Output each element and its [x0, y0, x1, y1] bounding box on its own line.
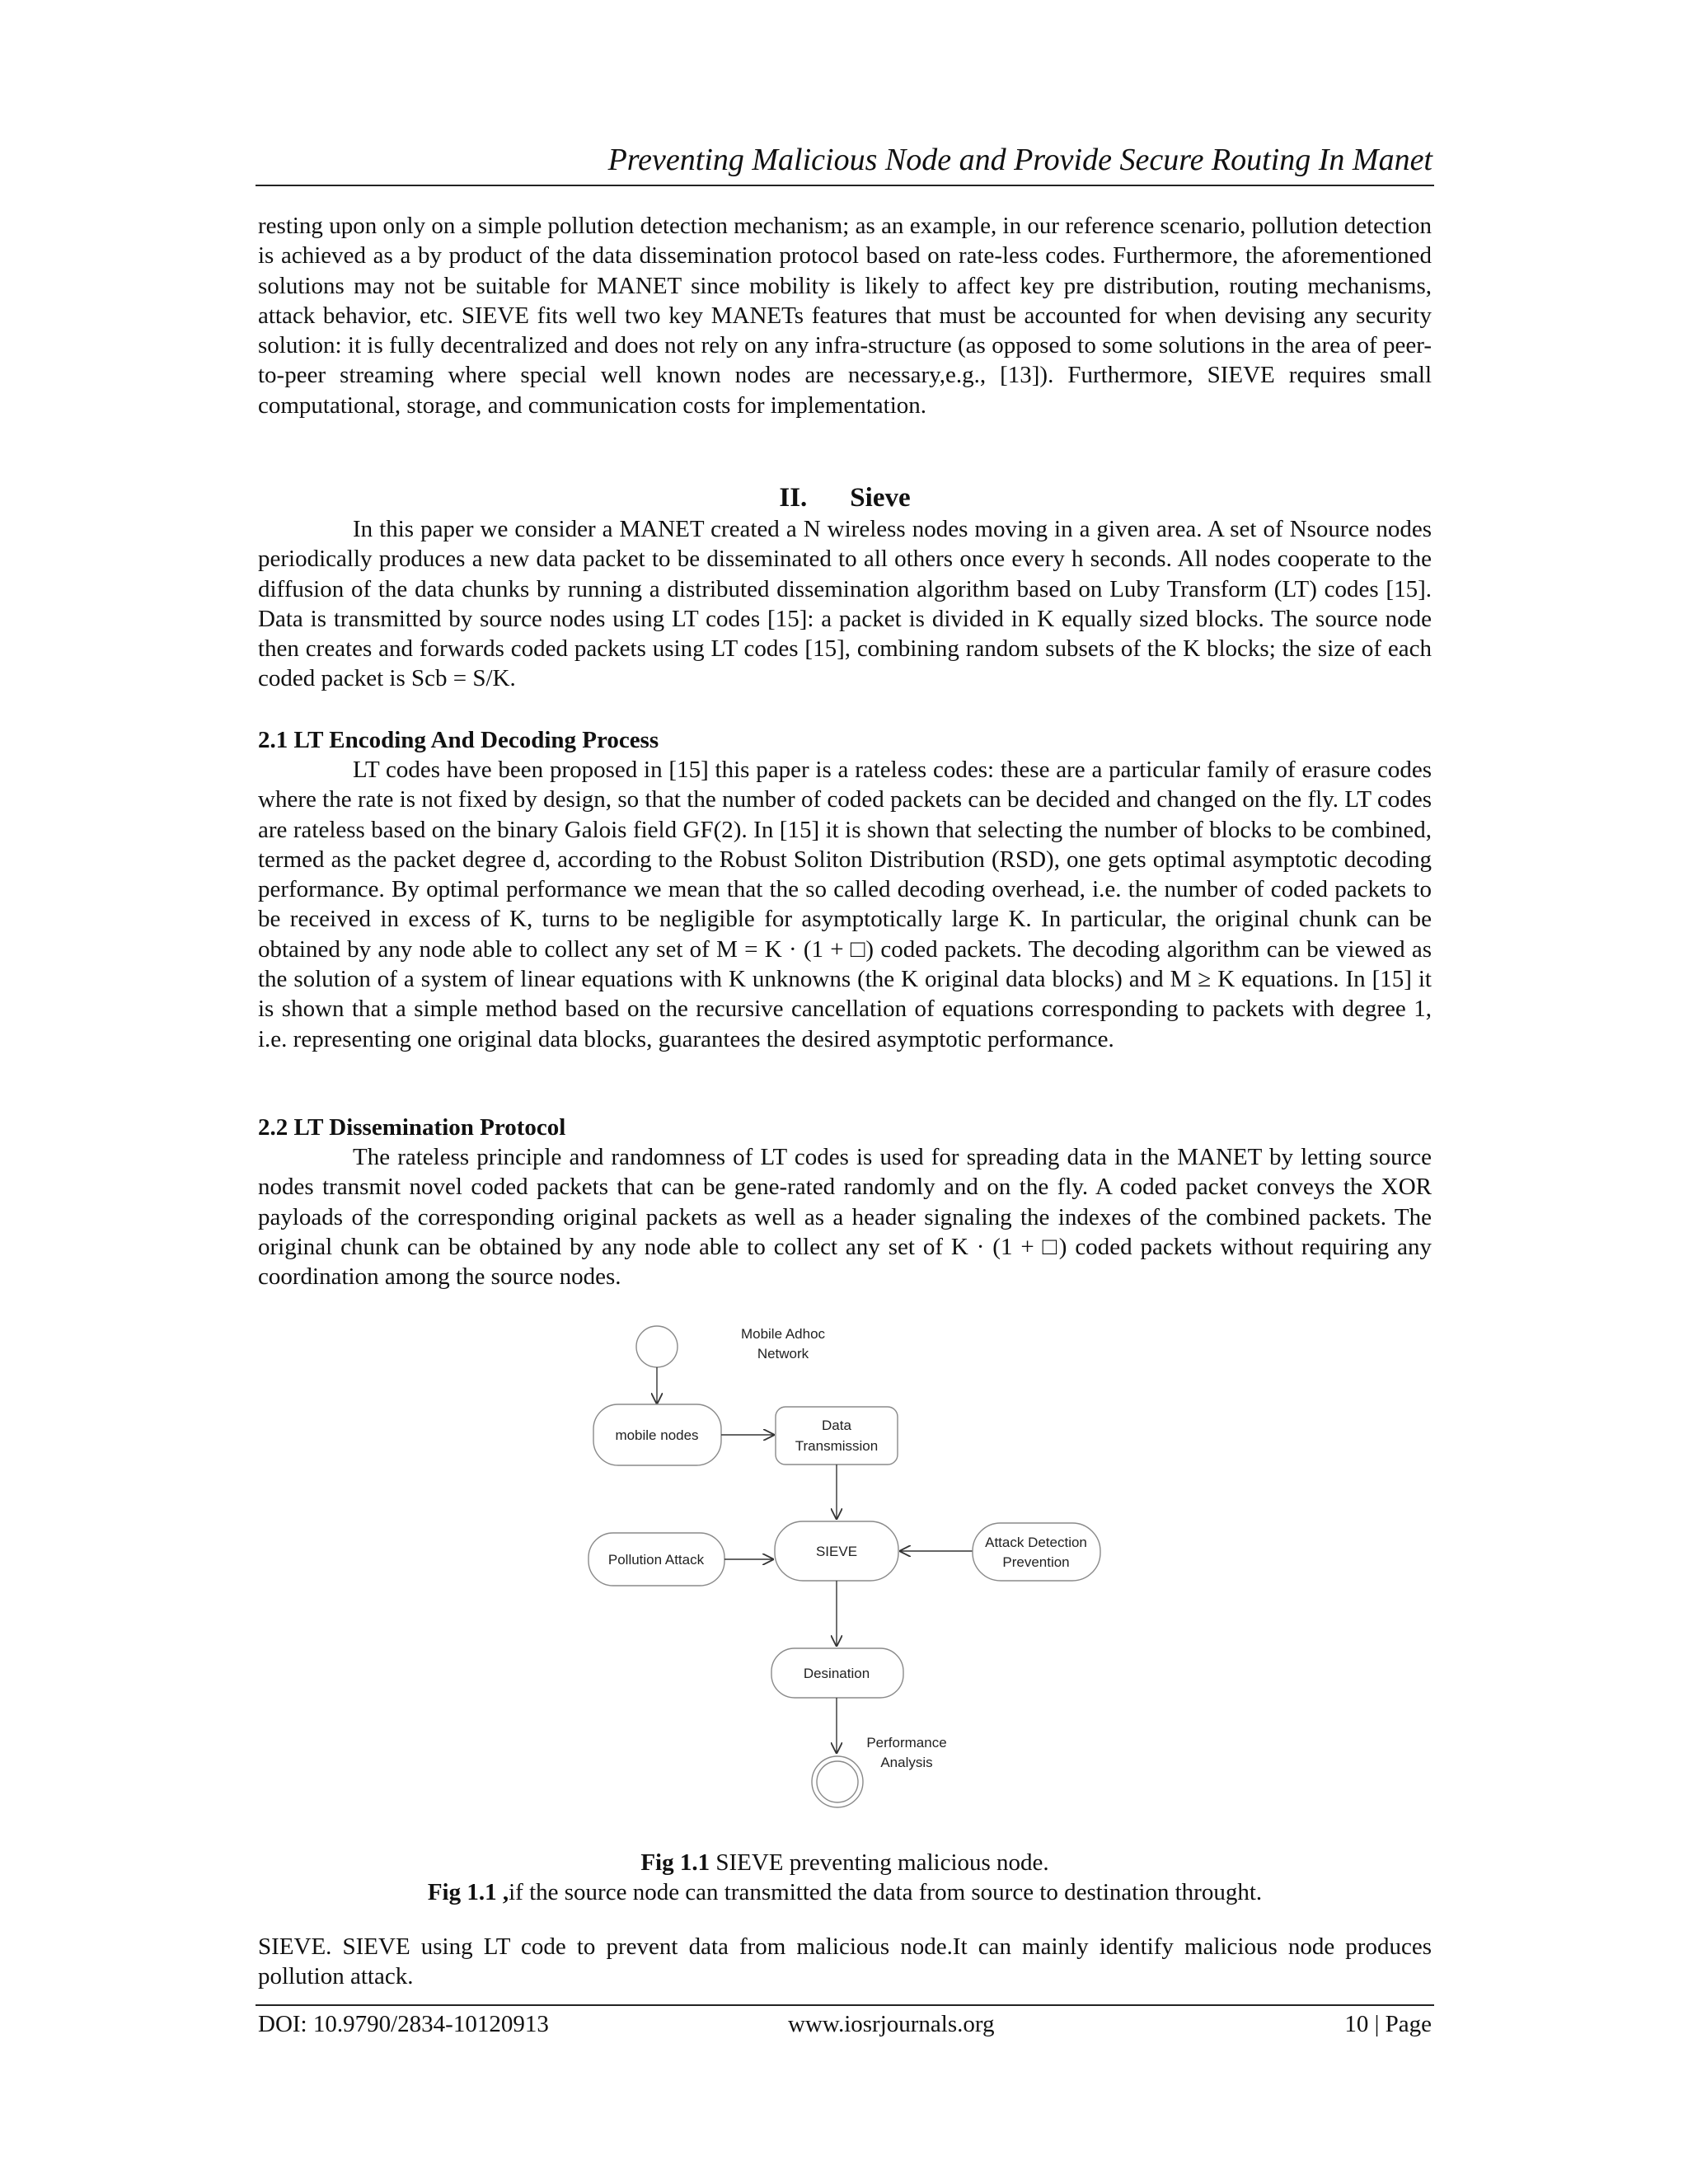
section-paragraph-block [258, 514, 1432, 694]
footer-doi: DOI: 10.9790/2834-10120913 [258, 2011, 549, 2037]
figure-caption-2-label: Fig 1.1 , [427, 1879, 509, 1905]
intro-paragraph-block [258, 211, 1432, 420]
end-label-line1: Performance [866, 1735, 947, 1750]
subsection-2-block [258, 1142, 1432, 1291]
diagram-title-line2: Network [757, 1346, 809, 1361]
destination-label: Desination [803, 1666, 870, 1681]
mobile-nodes-label: mobile nodes [615, 1427, 699, 1443]
section-title: Sieve [850, 483, 911, 513]
header-rule [256, 185, 1434, 186]
end-node-inner [817, 1761, 858, 1802]
closing-paragraph: SIEVE. SIEVE using LT code to prevent data from malicious node.It can mainly identify malicious node produces pollution attack. [258, 1933, 1432, 1990]
start-node [636, 1326, 678, 1367]
section-number: II. [779, 483, 808, 513]
end-label-line2: Analysis [880, 1755, 933, 1770]
subsection-2-title: 2.2 LT Dissemination Protocol [258, 1114, 566, 1141]
figure-caption-1 [258, 1848, 1432, 1877]
flow-diagram [569, 1310, 1129, 1821]
subsection-2-paragraph: The rateless principle and randomness of LT codes is used for spreading data in the MANET by letting source nodes transmit novel coded packets that can be gene-rated randomly and on the fly. A coded packet conveys the XOR payloads of the corresponding original packets as well as a header signaling the indexes of the combined packets. The original chunk can be obtained by any node able to collect any set of K · (1 + □) coded packets without requiring any coordination among the source nodes. [258, 1144, 1432, 1291]
running-head: Preventing Malicious Node and Provide Secure Routing In Manet [607, 143, 1432, 177]
footer-rule [256, 2004, 1434, 2006]
attack-detection-label-line1: Attack Detection [985, 1535, 1087, 1550]
diagram-title-line1: Mobile Adhoc [740, 1326, 826, 1342]
subsection-1-block [258, 755, 1432, 1054]
figure-caption-1-label: Fig 1.1 [640, 1849, 710, 1876]
pollution-attack-label: Pollution Attack [607, 1552, 705, 1568]
section-paragraph: In this paper we consider a MANET created a N wireless nodes moving in a given area. A set of Nsource nodes periodically produces a new data packet to be disseminated to all others once every h seconds. All nodes cooperate to the diffusion of the data chunks by running a distributed dissemination algorithm based on Luby Transform (LT) codes [15]. Data is transmitted by source nodes using LT codes [15]: a packet is divided in K equally sized blocks. The source node then creates and forwards coded packets using LT codes [15], combining random subsets of the K blocks; the size of each coded packet is Scb = S/K. [258, 516, 1432, 692]
data-transmission-label-line2: Transmission [795, 1438, 879, 1454]
attack-detection-node [973, 1523, 1100, 1581]
data-transmission-node [776, 1407, 898, 1465]
attack-detection-label-line2: Prevention [1002, 1554, 1070, 1570]
footer-page-number: 10 | Page [1344, 2011, 1432, 2037]
figure-caption-1-text: SIEVE preventing malicious node. [710, 1849, 1049, 1876]
data-transmission-label-line1: Data [822, 1418, 851, 1433]
intro-paragraph: resting upon only on a simple pollution detection mechanism; as an example, in our reference scenario, pollution detection is achieved as a by product of the data dissemination protocol based on rate-less codes. Furthermore, the aforementioned solutions may not be suitable for MANET since mobility is likely to affect key pre distribution, routing mechanisms, attack behavior, etc. SIEVE fits well two key MANETs features that must be accounted for when devising any security solution: it is fully decentralized and does not rely on any infra-structure (as opposed to some solutions in the area of peer-to-peer streaming where special well known nodes are necessary,e.g., [13]). Furthermore, SIEVE requires small computational, storage, and communication costs for implementation. [258, 213, 1432, 419]
footer-site: www.iosrjournals.org [788, 2011, 995, 2037]
closing-paragraph-block [258, 1932, 1432, 1992]
section-heading [258, 481, 1432, 514]
subsection-1-title: 2.1 LT Encoding And Decoding Process [258, 727, 659, 753]
figure-caption-2-text: if the source node can transmitted the data from source to destination throught. [509, 1879, 1263, 1905]
figure-caption-2 [258, 1877, 1432, 1907]
sieve-label: SIEVE [815, 1544, 858, 1559]
subsection-1-paragraph: LT codes have been proposed in [15] this paper is a rateless codes: these are a particular family of erasure codes where the rate is not fixed by design, so that the number of coded packets can be decided and changed on the fly. LT codes are rateless based on the binary Galois field GF(2). In [15] it is shown that selecting the number of blocks to be combined, termed as the packet degree d, according to the Robust Soliton Distribution (RSD), one gets optimal asymptotic decoding performance. By optimal performance we mean that the so called decoding overhead, i.e. the number of coded packets to be received in excess of K, turns to be negligible for asymptotically large K. In particular, the original chunk can be obtained by any node able to collect any set of M = K · (1 + □) coded packets. The decoding algorithm can be viewed as the solution of a system of linear equations with K unknowns (the K original data blocks) and M ≥ K equations. In [15] it is shown that a simple method based on the recursive cancellation of equations corresponding to packets with degree 1, i.e. representing one original data blocks, guarantees the desired asymptotic performance. [258, 757, 1432, 1052]
